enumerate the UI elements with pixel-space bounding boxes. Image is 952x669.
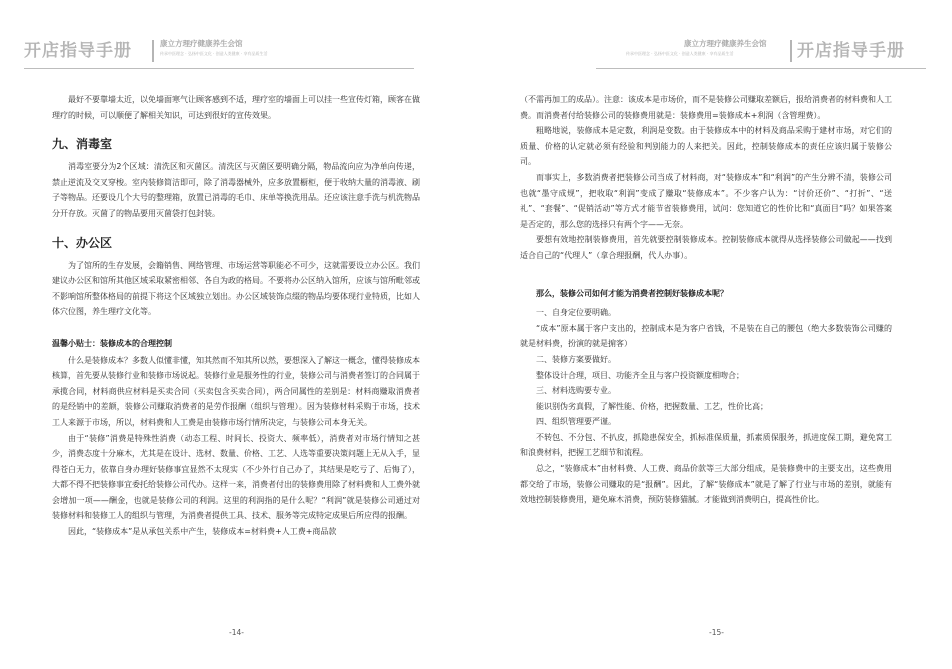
page-number: -15- (709, 628, 724, 637)
left-page-header (0, 28, 476, 68)
body-paragraph: 而事实上，多数消费者把装修公司当成了材料商，对“装修成本”和“利润”的产生分辨不清，装修公司也就“墨守成规”，把收取“利润”变成了赚取“装修成本”。不少客户认为：“讨价还价”、“打折”、“送礼”、“套餐”、“促销活动”等方式才能节省装修费用，试问：您知道它的性价比和“真面目”吗？如果答案是否定的，那么您的选择只有两个字——无奈。 (520, 172, 892, 229)
header-rule (24, 68, 414, 69)
header-slogan: 传承中医理念 · 弘扬中医文化 · 创造人类健康 · 享有品质生活 (160, 51, 268, 56)
right-page-content (520, 92, 892, 508)
list-item-title: 四、组织管理要严谨。 (536, 417, 616, 427)
header-divider (152, 40, 154, 62)
summary-paragraph: 总之，“装修成本”由材料费、人工费、商品价款等三大部分组成，是装修费中的主要支出，这些费用都交给了市场，装修公司赚取的是“报酬”。因此，了解“装修成本”就是了解了行业与市场的差别，就能有效地控制装修费用，避免麻木消费，预防装修猫腻。才能做到消费明白，提高性价比。 (520, 464, 892, 505)
header-rule (596, 68, 926, 69)
intro-paragraph: 最好不要靠墙太近，以免墙面寒气让顾客感到不适，理疗室的墙面上可以挂一些宣传灯箱，顾客在做理疗的时候，可以顺便了解相关知识，可达到很好的宣传效果。 (52, 95, 420, 120)
list-item-title: 三、材料选购要专业。 (536, 386, 616, 396)
header-brand: 康立方理疗健康养生会馆 (684, 39, 767, 48)
section-10-paragraph: 为了馆所的生存发展，会籍销售、网络管理、市场运营等职能必不可少，这就需要设立办公区。我们建议办公区和馆所其他区域采取紧密相邻、各自为政的格局。不要将办公区纳入馆所，应该与馆所毗邻或不影响馆所整体格局的前提下将这个区域独立划出。办公区域装饰点缀的物品均要体现行业特质，比如人体穴位图，养生理疗文化等。 (52, 260, 420, 317)
header-title: 开店指导手册 (797, 41, 905, 61)
header-brand: 康立方理疗健康养生会馆 (160, 39, 243, 48)
tip-paragraph: 由于“装修”消费是特殊性消费（动态工程、时间长、投资大、频率低），消费者对市场行情知之甚少，消费态度十分麻木，尤其是在设计、选材、数量、价格、工艺、人选等重要决策问题上无从入手，显得苍白无力，依靠自身办理好装修事宜显然不太现实（不少外行自己办了，其结果是吃亏了、后悔了），大都不得不把装修事宜委托给装修公司代办。这样一来，消费者付出的装修费用除了材料费和人工费外就会增加一项——酬金，也就是装修公司的利润。这里的利润指的是什么呢？“利润”就是装修公司通过对装修材料和装修工人的组织与管理，为消费者提供工具、技术、服务等完成特定成果后所应得的报酬。 (52, 433, 420, 521)
section-9-paragraph: 消毒室要分为2个区域：清洗区和灭菌区。清洗区与灭菌区要明确分隔，物品流向应为净单向传递，禁止逆流及交叉穿梭。室内装修简洁即可，除了消毒器械外，应多放置橱柜，便于收纳大量的消毒液、刷子等物品。还要设几个大号的整理箱，放置已消毒的毛巾、床单等换洗用品。还应该注意手洗与机洗物品分开存放。灭菌了的物品要用灭菌袋打包封装。 (52, 162, 420, 218)
section-9-title: 九、消毒室 (52, 137, 113, 152)
left-page-content (52, 92, 420, 540)
header-slogan: 传承中医理念 · 弘扬中医文化 · 创造人类健康 · 享有品质生活 (626, 51, 734, 56)
list-item-body: “成本”原本属于客户支出的，控制成本是为客户省钱，不是装在自己的腰包（绝大多数装饰公司赚的就是材料费，扮演的就是掮客） (520, 323, 892, 349)
header-title: 开店指导手册 (24, 41, 132, 61)
page-number: -14- (229, 628, 244, 637)
body-paragraph: 要想有效地控制装修费用，首先就要控制装修成本。控制装修成本就得从选择装修公司做起——找到适合自己的“代理人”（拿合理报酬，代人办事）。 (520, 235, 892, 260)
right-page (476, 0, 952, 669)
tip-title: 温馨小贴士：装修成本的合理控制 (52, 338, 172, 348)
continued-paragraph: （不需再加工的成品）。注意：该成本是市场价，而不是装修公司赚取差额后，报给消费者的材料费和人工费。而消费者付给装修公司的装修费用就是：装修费用=装修成本+利润（含管理费）。 (520, 95, 892, 120)
list-item-body: 能识别伪劣真假，了解性能、价格，把握数量、工艺，性价比高； (536, 401, 768, 411)
question-heading: 那么，装修公司如何才能为消费者控制好装修成本呢？ (536, 288, 728, 298)
body-paragraph: 粗略地说，装修成本是定数，利润是变数。由于装修成本中的材料及商品采购于建材市场，对它们的质量、价格的认定就必须有经验和判别能力的人来把关。因此，控制装修成本的责任应该归属于装修公司。 (520, 126, 892, 167)
list-item-body: 不转包、不分包、不扒皮，抓隐患保安全，抓标准保质量，抓素质保服务，抓进度保工期，避免窝工和浪费材料，把握工艺细节和流程。 (520, 432, 892, 458)
list-item-title: 一、自身定位要明确。 (536, 308, 616, 318)
list-item-title: 二、装修方案要做好。 (536, 354, 616, 364)
tip-paragraph: 因此，“装修成本”是从承包关系中产生，装修成本=材料费+人工费+商品款 (68, 527, 337, 537)
header-divider (790, 40, 792, 62)
section-10-title: 十、办公区 (52, 235, 113, 250)
list-item-body: 整体设计合理，项目、功能齐全且与客户投资额度相吻合； (536, 370, 744, 380)
tip-paragraph: 什么是装修成本？多数人似懂非懂，知其然而不知其所以然，要想深入了解这一概念，懂得装修成本核算，首先要从装修行业和装修市场说起。装修行业是服务性的行业，装修公司与消费者签订的合同属于承揽合同，材料商供应材料是买卖合同（买卖包含买卖合同），两合同属性的差别是：材料商赚取消费者的是经销中的差额，装修公司赚取消费者的是劳作报酬（组织与管理）。因为装修材料采购于市场，技术工人来源于市场，所以，材料费和人工费是由装修市场行情所决定，与装修公司本身无关。 (52, 355, 420, 427)
right-page-header (476, 28, 952, 68)
